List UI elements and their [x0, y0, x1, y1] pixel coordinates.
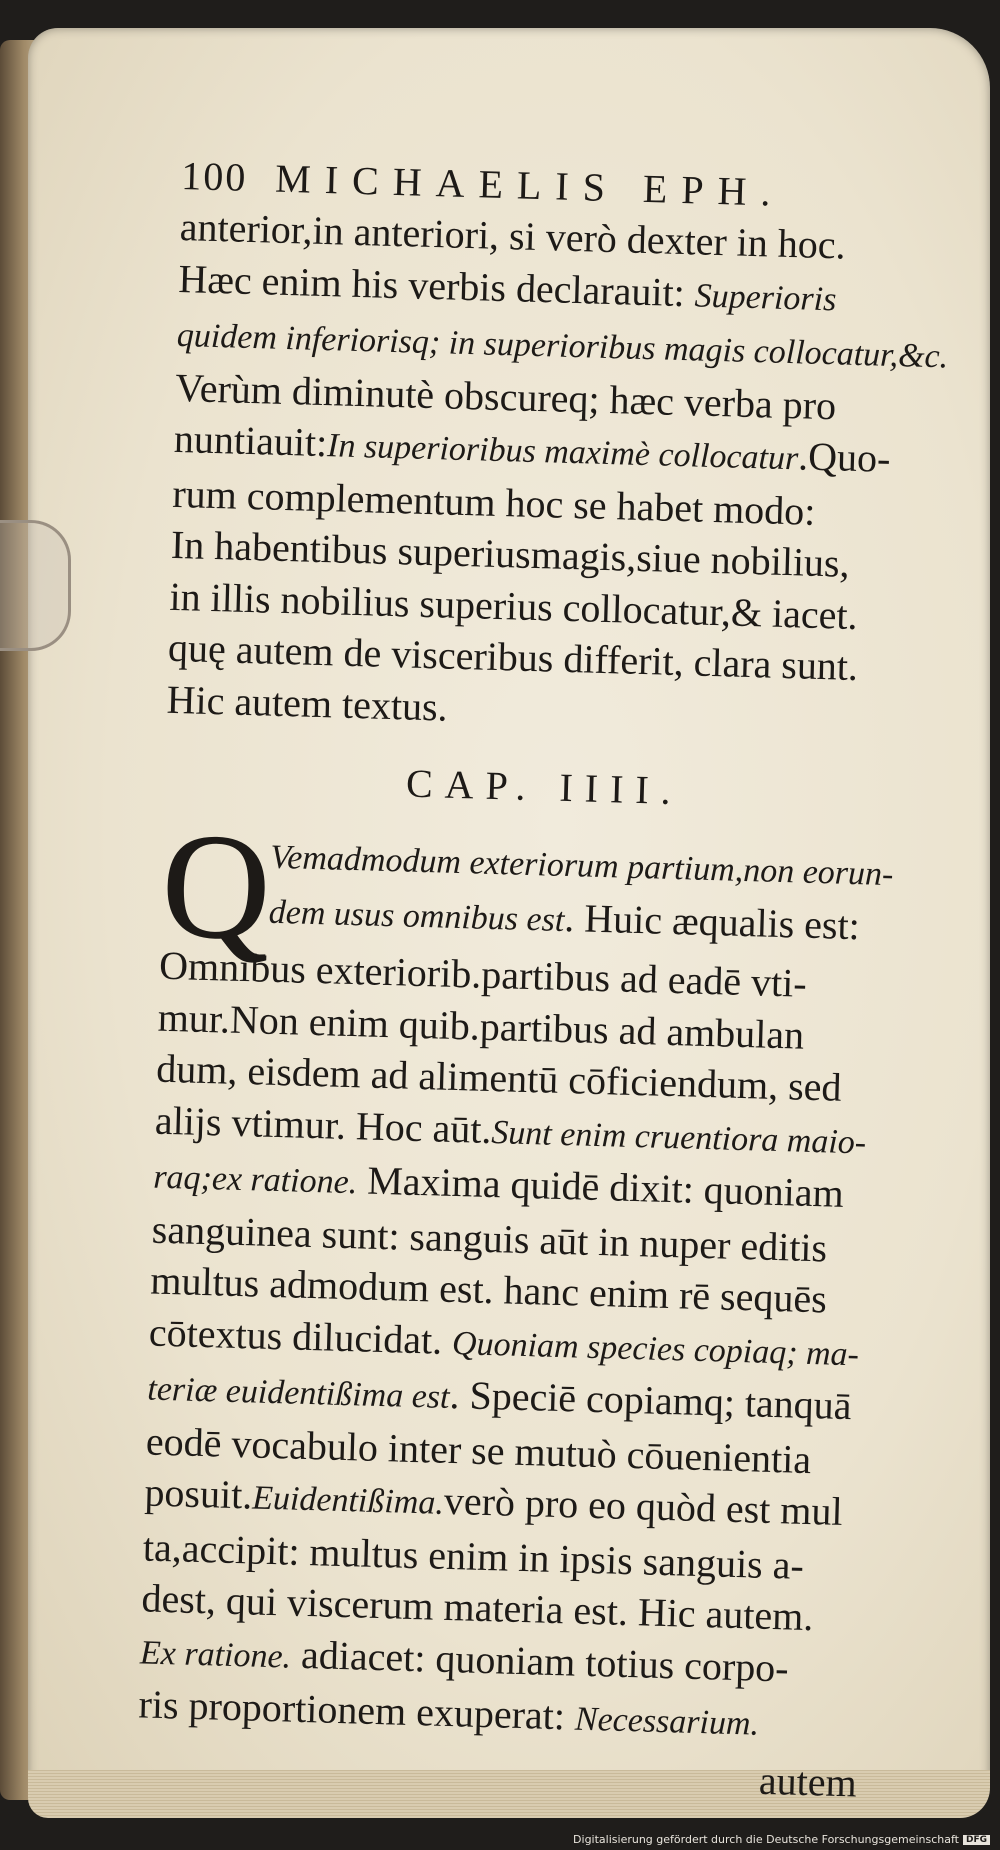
italic-segment: raq;ex ratione.: [152, 1158, 358, 1202]
italic-segment: Superioris: [694, 276, 837, 318]
text-segment: Omnibus exteriorib.partibus ad eadē vti-: [158, 942, 808, 1006]
text-segment: rum complementum hoc se habet modo:: [171, 470, 817, 534]
text-segment: Hic autem textus.: [166, 676, 449, 730]
italic-segment: Vemadmodum exteriorum partium,non eorun-: [269, 838, 894, 894]
italic-segment: Necessarium.: [574, 1700, 760, 1743]
text-segment: ta,accipit: multus enim in ipsis sanguis a-: [142, 1523, 805, 1588]
text-segment: Maxima quidē dixit: quoniam: [356, 1157, 845, 1216]
italic-segment: Sunt enim cruentiora maio-: [490, 1113, 867, 1161]
italic-segment: teriæ euidentißima est: [146, 1370, 451, 1416]
text-segment: alijs vtimur. Hoc aūt.: [154, 1097, 493, 1152]
chapter-opening: [159, 801, 943, 971]
text-segment: .Quo-: [797, 433, 892, 481]
page-clip: [0, 520, 71, 651]
credit-text: Digitalisierung gefördert durch die Deutsche Forschungsgemeinschaft: [573, 1833, 959, 1846]
page-number: 100: [180, 152, 248, 200]
chapter-body: [138, 940, 940, 1755]
italic-segment: Quoniam species copiaq; ma-: [451, 1324, 860, 1373]
text-segment: In habentibus superiusmagis,siue nobilius,: [170, 521, 851, 586]
text-segment: in illis nobilius superius collocatur,& iacet.: [168, 573, 859, 638]
drop-cap-lines: [159, 801, 943, 971]
italic-segment: quidem inferiorisq; in superioribus magis collocatur,&c.: [176, 316, 949, 376]
italic-segment: In superioribus maximè collocatur: [326, 427, 799, 478]
digitization-credit: [573, 1833, 990, 1846]
running-head-title: MICHAELIS EPH.: [274, 155, 786, 215]
text-segment: anterior,in anteriori, si verò dexter in hoc.: [179, 203, 847, 268]
text-segment: . Speciē copiamq; tanquā: [448, 1371, 853, 1429]
text-segment: dum, eisdem ad alimentū cōficiendum, sed: [155, 1045, 843, 1110]
text-segment: Verùm diminutè obscureq; hæc verba pro: [174, 364, 837, 428]
catchword: autem: [758, 1757, 858, 1805]
text-segment: adiacet: quoniam totius corpo-: [290, 1631, 790, 1691]
text-segment: . Huic æqualis est:: [563, 894, 861, 948]
text-segment: posuit.: [143, 1469, 253, 1518]
text-segment: mur.Non enim quib.partibus ad ambulan: [157, 994, 805, 1058]
text-segment: ris proportionem exuperat:: [138, 1681, 576, 1739]
italic-segment: Ex ratione.: [139, 1633, 292, 1676]
text-segment: verò pro eo quòd est mul: [443, 1477, 844, 1534]
text-segment: nuntiauit:: [173, 415, 328, 466]
page-text: [136, 152, 961, 1808]
text-segment: multus admodum est. hanc enim rē sequēs: [149, 1257, 828, 1322]
text-segment: quę autem de visceribus differit, clara sunt.: [167, 624, 859, 690]
drop-cap-initial: Q: [159, 801, 273, 971]
chapter-heading: CAP. IIII.: [405, 760, 684, 814]
dfg-logo: DFG: [963, 1835, 990, 1845]
text-segment: dest, qui viscerum materia est. Hic autem.: [140, 1575, 814, 1640]
text-segment: cōtextus dilucidat.: [148, 1309, 453, 1363]
text-segment: sanguinea sunt: sanguis aūt in nuper editis: [151, 1206, 828, 1270]
text-segment: Hæc enim his verbis declarauit:: [177, 255, 696, 315]
italic-segment: dem usus omnibus est: [268, 893, 565, 939]
text-segment: eodē vocabulo inter se mutuò cōuenientia: [145, 1418, 812, 1482]
italic-segment: Euidentißima.: [251, 1479, 445, 1522]
paragraph-continuation: [166, 201, 960, 747]
